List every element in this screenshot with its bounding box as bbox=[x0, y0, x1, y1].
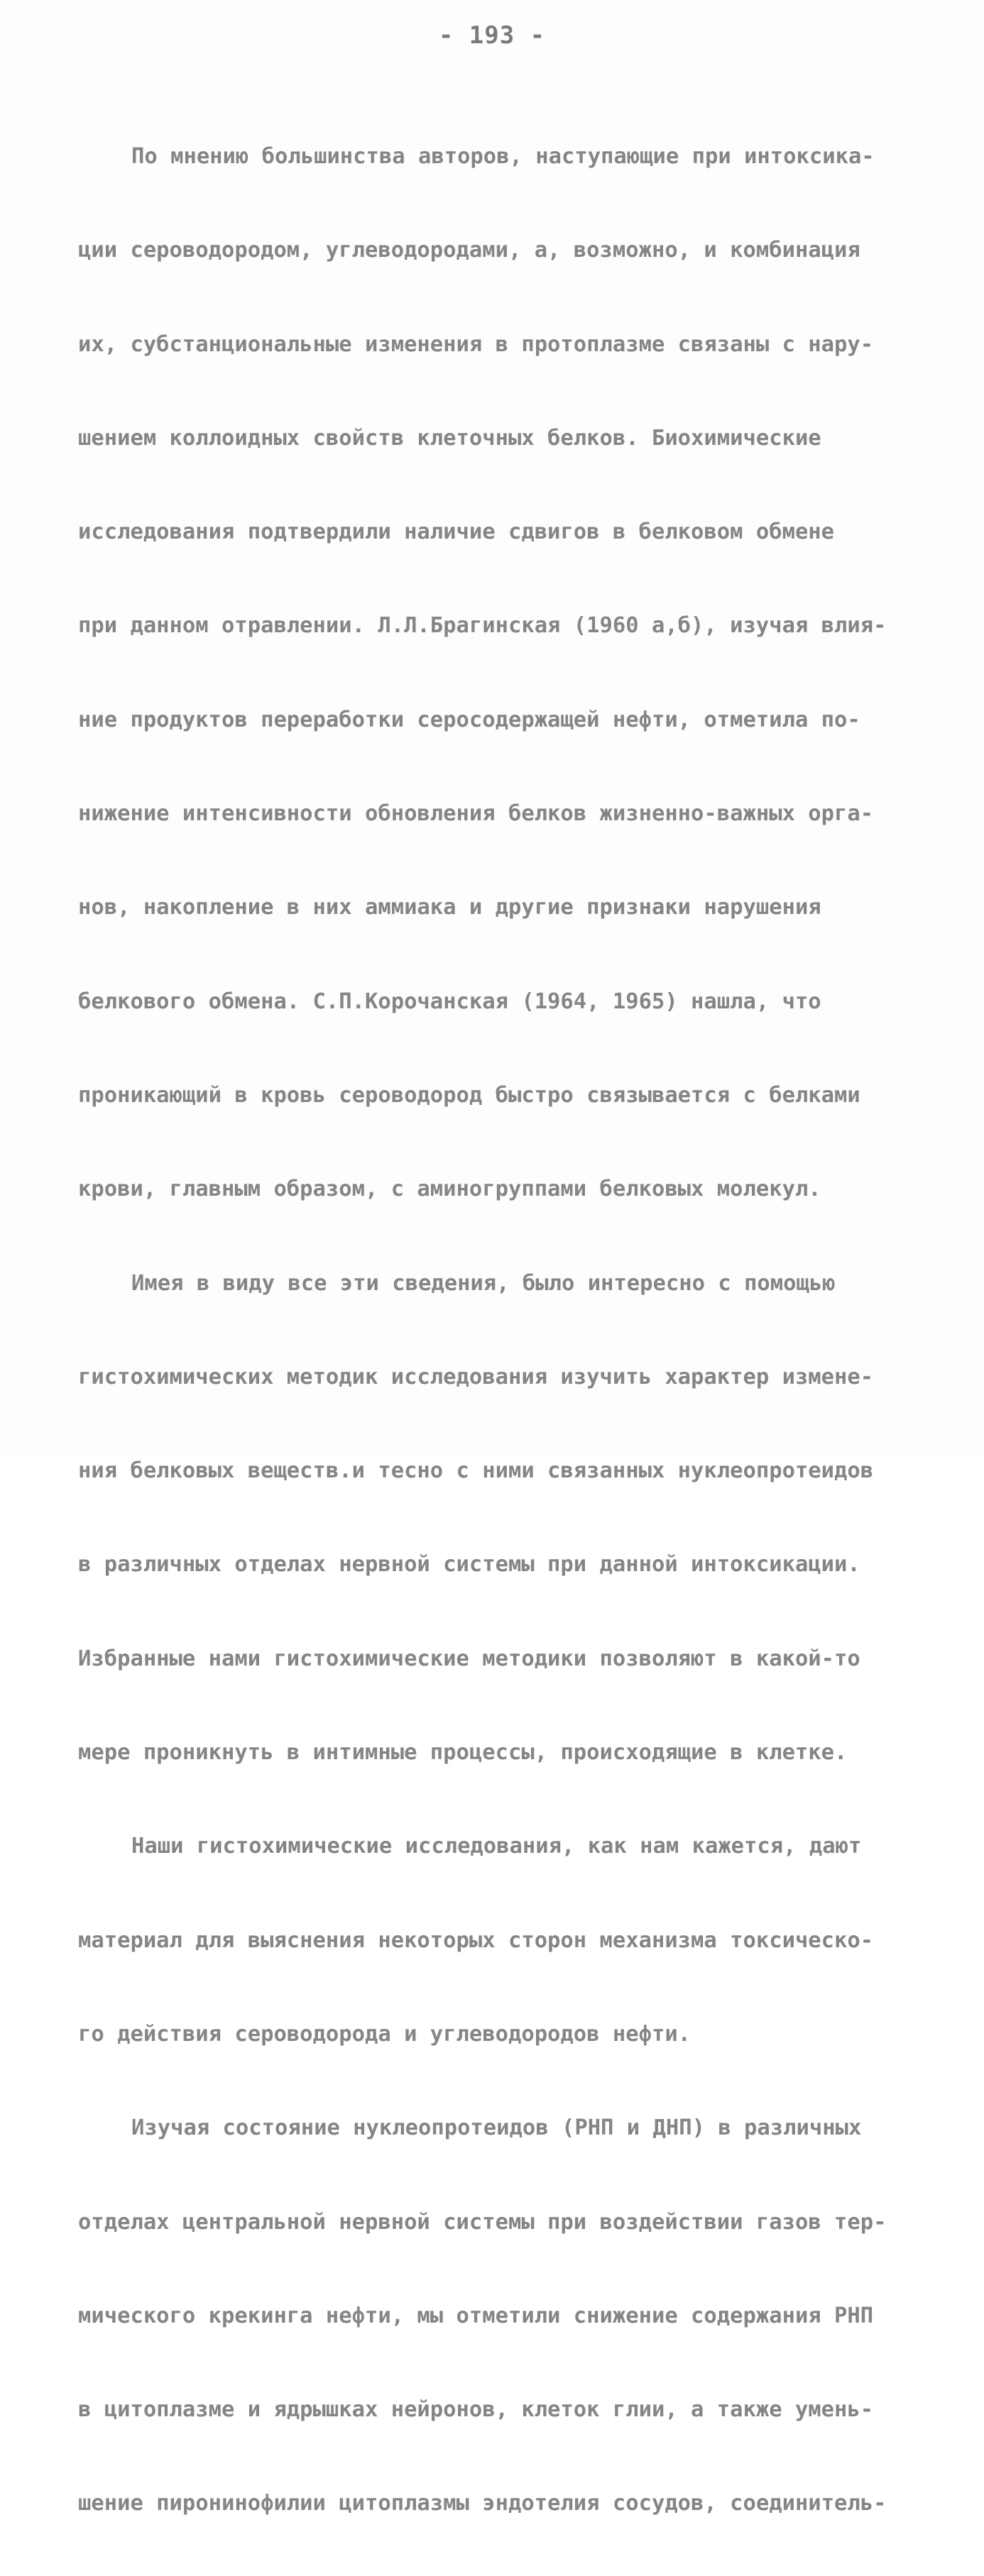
text-line: гистохимических методик исследования изучить характер измене- bbox=[78, 1364, 874, 1389]
text-line: мического крекинга нефти, мы отметили снижение содержания РНП bbox=[78, 2303, 874, 2328]
text-line: Избранные нами гистохимические методики позволяют в какой-то bbox=[78, 1646, 860, 1671]
text-line: материал для выяснения некоторых сторон механизма токсическо- bbox=[78, 1927, 874, 1953]
text-line: шением коллоидных свойств клеточных белков. Биохимические bbox=[78, 425, 821, 451]
text-line: исследования подтвердили наличие сдвигов в белковом обмене bbox=[78, 519, 835, 545]
text-line: Изучая состояние нуклеопротеидов (РНП и ДНП) в различных bbox=[131, 2115, 862, 2141]
text-line: шение пиронинофилии цитоплазмы эндотелия сосудов, соединитель- bbox=[78, 2491, 887, 2516]
text-line: отделах центральной нервной системы при воздействии газов тер- bbox=[78, 2209, 887, 2235]
text-line: ния белковых веществ.и тесно с ними связанных нуклеопротеидов bbox=[78, 1458, 874, 1484]
text-line: го действия сероводорода и углеводородов нефти. bbox=[78, 2021, 691, 2047]
text-line: ции сероводородом, углеводородами, а, возможно, и комбинация bbox=[78, 238, 860, 263]
text-line: проникающий в кровь сероводород быстро связывается с белками bbox=[78, 1082, 860, 1108]
text-line: По мнению большинства авторов, наступающие при интоксика- bbox=[131, 144, 875, 169]
text-line: при данном отравлении. Л.Л.Брагинская (1960 а,б), изучая влия- bbox=[78, 613, 887, 639]
text-line: крови, главным образом, с аминогруппами белковых молекул. bbox=[78, 1177, 821, 1202]
text-line: в различных отделах нервной системы при данной интоксикации. bbox=[78, 1552, 860, 1578]
text-line: Имея в виду все эти сведения, было интересно с помощью bbox=[131, 1270, 836, 1296]
text-line: их, субстанциональные изменения в протоплазме связаны с нару- bbox=[78, 331, 874, 357]
text-line: в цитоплазме и ядрышках нейронов, клеток глии, а также умень- bbox=[78, 2397, 874, 2423]
page-number: - 193 - bbox=[438, 21, 546, 50]
text-line: Наши гистохимические исследования, как нам кажется, дают bbox=[131, 1834, 862, 1859]
text-line: мере проникнуть в интимные процессы, происходящие в клетке. bbox=[78, 1740, 848, 1766]
text-line: нижение интенсивности обновления белков жизненно-важных орга- bbox=[78, 801, 874, 827]
text-line: белкового обмена. С.П.Корочанская (1964, 1965) нашла, что bbox=[78, 989, 821, 1014]
text-line: нов, накопление в них аммиака и другие признаки нарушения bbox=[78, 895, 821, 920]
body-text bbox=[78, 85, 909, 2576]
text-line: ние продуктов переработки серосодержащей нефти, отметила по- bbox=[78, 707, 860, 732]
